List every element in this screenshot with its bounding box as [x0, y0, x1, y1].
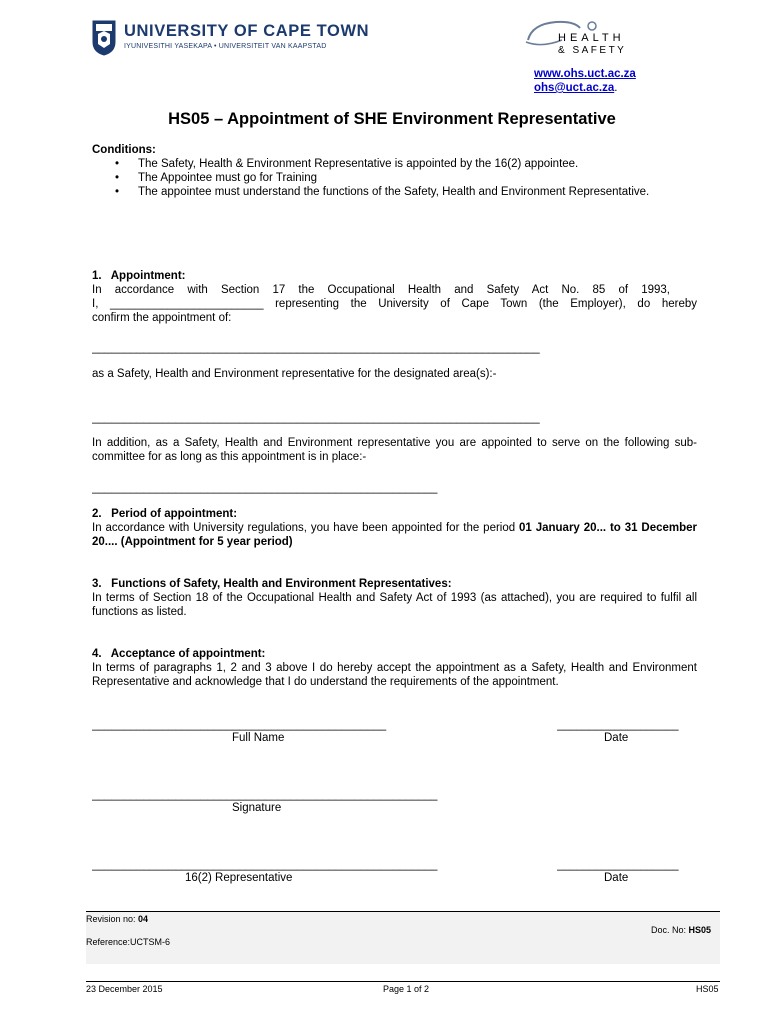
uct-logo [92, 20, 370, 58]
section3-heading: 3. Functions of Safety, Health and Environment Representatives: [92, 578, 452, 590]
footer-code: HS05 [696, 984, 719, 994]
section2-text-prefix: In accordance with University regulations, you have been appointed for the period [92, 522, 520, 534]
footer-box [86, 912, 720, 964]
university-name: UNIVERSITY OF CAPE TOWN [124, 22, 370, 40]
footer-bottom-rule [86, 981, 720, 982]
university-subtitle: IYUNIVESITHI YASEKAPA • UNIVERSITEIT VAN KAAPSTAD [124, 43, 327, 50]
conditions-item-text: The appointee must understand the functions of the Safety, Health and Environment Representative. [138, 186, 650, 198]
subcommittee-blank[interactable]: ______________________________________________________ [92, 482, 438, 494]
page-number: Page 1 of 2 [383, 984, 430, 994]
representative-label: 16(2) Representative [185, 872, 293, 884]
bullet-icon: • [115, 186, 120, 198]
section4-heading: 4. Acceptance of appointment: [92, 648, 266, 660]
email-line [534, 81, 617, 95]
section1-line3: confirm the appointment of: [92, 312, 232, 324]
health-safety-logo [522, 18, 642, 60]
signature-label: Signature [232, 802, 282, 814]
section1-heading: 1. Appointment: [92, 270, 186, 282]
subcommittee-text: In addition, as a Safety, Health and Environment representative you are appointed to serve on the following sub-committee for as long as this appointment is in place:- [92, 437, 697, 463]
conditions-heading: Conditions: [92, 144, 156, 156]
revision-number [86, 914, 148, 924]
date-blank-1[interactable]: ___________________ [557, 719, 679, 731]
designated-area-text: as a Safety, Health and Environment representative for the designated area(s):- [92, 368, 497, 380]
bullet-icon: • [115, 172, 120, 184]
docno-label: Doc. No: [651, 925, 689, 935]
revision-value: 04 [138, 914, 149, 924]
date-blank-2[interactable]: ___________________ [557, 859, 679, 871]
bullet-icon: • [115, 158, 120, 170]
full-name-label: Full Name [232, 732, 285, 744]
email-link[interactable]: ohs@uct.ac.za [534, 82, 615, 94]
website-link[interactable]: www.ohs.uct.ac.za [534, 68, 636, 80]
reference: Reference:UCTSM-6 [86, 937, 171, 947]
email-suffix: . [614, 82, 618, 94]
section2-period: 01 January 20... to 31 December 20.... (Appointment for 5 year period) [92, 522, 697, 548]
conditions-item-text: The Appointee must go for Training [138, 172, 317, 184]
date-label-2: Date [604, 872, 629, 884]
footer-date: 23 December 2015 [86, 984, 163, 994]
full-name-blank[interactable]: ______________________________________________ [92, 719, 387, 731]
signature-blank[interactable]: ______________________________________________________ [92, 789, 438, 801]
conditions-item-text: The Safety, Health & Environment Representative is appointed by the 16(2) appointee. [138, 158, 579, 170]
docno-value: HS05 [688, 925, 712, 935]
section2-text [92, 521, 697, 549]
revision-label: Revision no: [86, 914, 139, 924]
hs-logo-health: HEALTH [558, 32, 625, 44]
section4-text: In terms of paragraphs 1, 2 and 3 above I do hereby accept the appointment as a Safety, Health and Environment Representative and acknowledge that I do understand the requirements of the appointment. [92, 662, 697, 688]
doc-number [651, 925, 711, 935]
section2-heading: 2. Period of appointment: [92, 508, 238, 520]
appointee-name-blank[interactable]: ______________________________________________________________________ [92, 342, 540, 354]
section3-text: In terms of Section 18 of the Occupational Health and Safety Act of 1993 (as attached), you are required to fulfil all functions as listed. [92, 592, 697, 618]
designated-area-blank[interactable]: ______________________________________________________________________ [92, 412, 540, 424]
representative-blank[interactable]: ______________________________________________________ [92, 859, 438, 871]
uct-crest-icon [92, 20, 116, 56]
section1-line2: I, ________________________ representing the University of Cape Town (the Employer), do hereby [92, 298, 697, 310]
date-label-1: Date [604, 732, 629, 744]
page-title: HS05 – Appointment of SHE Environment Representative [168, 110, 616, 128]
section1-line1: In accordance with Section 17 the Occupational Health and Safety Act No. 85 of 1993, [92, 284, 670, 296]
hs-logo-safety: & SAFETY [558, 45, 627, 56]
